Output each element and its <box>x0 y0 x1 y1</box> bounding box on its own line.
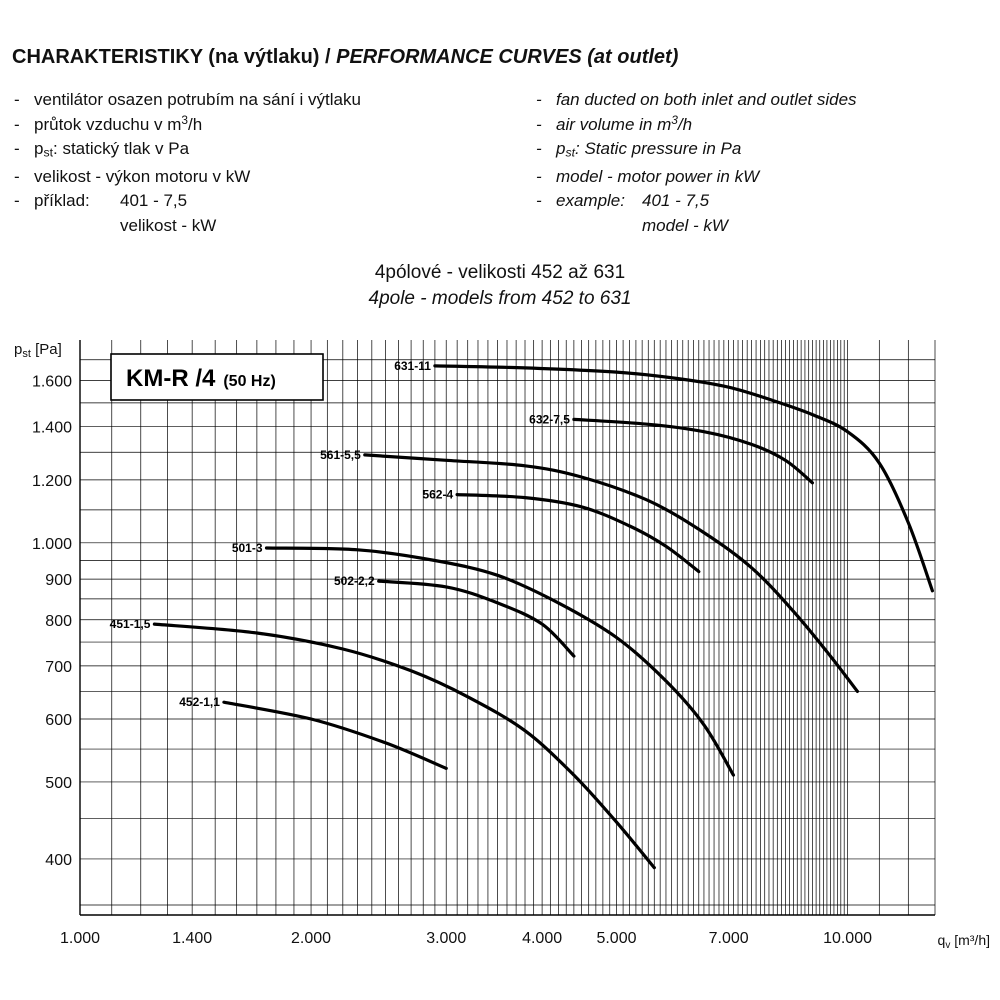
series-501-3 <box>232 541 734 775</box>
x-tick-label: 1.400 <box>172 930 213 947</box>
curve-label: 502-2,2 <box>333 574 375 589</box>
y-tick-label: 600 <box>45 712 72 730</box>
series-452-1-1 <box>179 695 446 768</box>
x-axis-title-sub: v <box>945 940 951 951</box>
y-axis-title-main: p <box>14 341 23 358</box>
note-en-2-sup: 3 <box>671 112 678 127</box>
note-cz-3-p: p <box>34 139 44 158</box>
note-en-3-text: : Static pressure in Pa <box>575 139 742 158</box>
curve-line <box>224 702 446 768</box>
y-tick-label: 1.600 <box>31 373 72 391</box>
title-main: CHARAKTERISTIKY (na výtlaku) / <box>12 46 337 68</box>
note-cz-2-text: průtok vzduchu v m <box>34 114 182 134</box>
bullet: - <box>14 139 20 158</box>
bullet: - <box>14 90 20 109</box>
note-cz-1-text: ventilátor osazen potrubím na sání i výtlaku <box>34 90 361 109</box>
bullet: - <box>536 191 542 211</box>
note-en-5-value: 401 - 7,5 <box>642 191 710 211</box>
curve-label: 632-7,5 <box>529 412 570 427</box>
curve-label: 501-3 <box>231 541 263 556</box>
x-tick-label: 2.000 <box>291 930 332 947</box>
bullet: - <box>14 114 20 134</box>
bullet: - <box>14 166 20 186</box>
curve-line <box>435 366 933 591</box>
series-632-7-5 <box>529 412 812 482</box>
x-tick-label: 4.000 <box>522 930 563 947</box>
note-en-2-unit: /h <box>677 114 693 134</box>
bullet: - <box>536 166 542 186</box>
title-italic: PERFORMANCE CURVES (at outlet) <box>336 46 679 68</box>
note-cz-6-text: velikost - kW <box>120 215 217 235</box>
y-axis-title <box>14 341 62 360</box>
note-en-5-key: example: <box>556 191 625 211</box>
series-502-2-2 <box>334 574 574 656</box>
chart-subtitle-cz: 4pólové - velikosti 452 až 631 <box>374 262 626 283</box>
x-axis-title-unit: [m³/h] <box>950 932 990 948</box>
chart-subtitle-en: 4pole - models from 452 to 631 <box>368 288 632 309</box>
bullet: - <box>536 90 542 109</box>
note-en-2-text: air volume in m <box>556 114 672 134</box>
note-cz-2-unit: /h <box>188 114 203 134</box>
y-tick-label: 1.400 <box>31 419 72 437</box>
x-axis-title <box>938 932 990 951</box>
y-tick-label: 500 <box>45 774 72 792</box>
bullet: - <box>536 114 542 134</box>
x-tick-label: 10.000 <box>823 930 873 947</box>
curve-label: 452-1,1 <box>179 695 220 710</box>
y-tick-label: 700 <box>45 658 72 676</box>
series-562-4 <box>422 488 698 572</box>
x-axis-title-main: q <box>937 932 946 948</box>
y-axis-title-sub: st <box>22 348 31 360</box>
bullet: - <box>14 191 20 211</box>
x-tick-label: 1.000 <box>59 930 101 947</box>
x-tick-label: 7.000 <box>708 930 749 947</box>
curve-label: 561-5,5 <box>320 447 361 462</box>
y-axis-title-unit: [Pa] <box>30 341 62 358</box>
note-cz-5-key: příklad: <box>34 191 90 211</box>
x-tick-label: 3.000 <box>426 930 467 947</box>
y-tick-label: 1.200 <box>31 472 72 490</box>
legend-title-sub: (50 Hz) <box>223 373 276 390</box>
note-cz-3-sub: st <box>43 145 53 160</box>
y-tick-label: 900 <box>45 572 72 590</box>
note-en-1-text: fan ducted on both inlet and outlet sides <box>556 90 857 109</box>
curve-label: 631-11 <box>394 358 431 373</box>
y-tick-label: 800 <box>45 612 72 630</box>
bullet: - <box>536 139 542 158</box>
y-tick-label: 400 <box>45 851 72 869</box>
curve-line <box>379 581 574 656</box>
note-en-3-p: p <box>556 139 566 158</box>
y-tick-label: 1.000 <box>31 535 72 553</box>
note-en-6-text: model - kW <box>642 215 728 235</box>
note-en-3-sub: st <box>565 145 575 160</box>
note-cz-2-sup: 3 <box>181 112 189 127</box>
legend-title-main: KM-R /4 <box>126 365 216 392</box>
note-en-4-text: model - motor power in kW <box>556 166 760 186</box>
series-631-11 <box>394 359 932 591</box>
x-tick-label: 5.000 <box>596 930 637 947</box>
curve-line <box>154 624 654 868</box>
curve-label: 451-1,5 <box>109 617 151 632</box>
note-cz-3-text: : statický tlak v Pa <box>53 139 190 158</box>
note-cz-4-text: velikost - výkon motoru v kW <box>34 166 251 186</box>
curve-label: 562-4 <box>422 487 454 502</box>
note-cz-5-value: 401 - 7,5 <box>120 191 188 211</box>
